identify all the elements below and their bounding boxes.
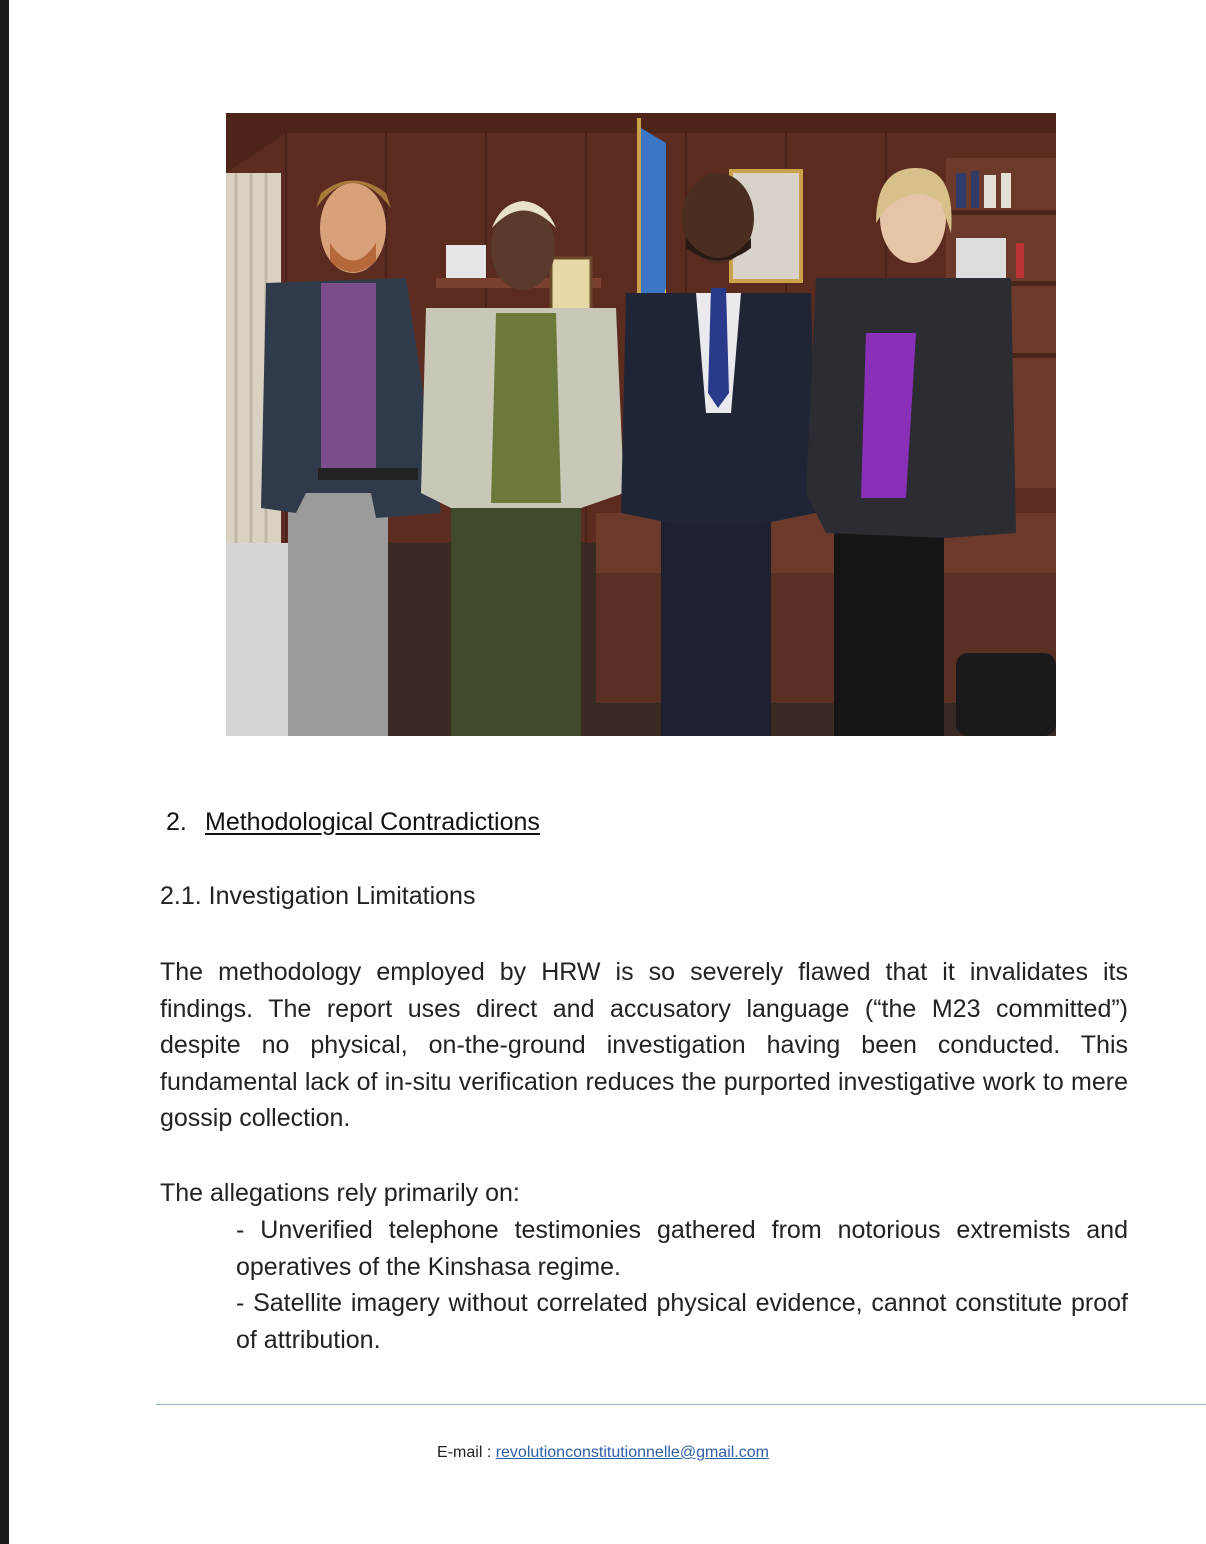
section-heading	[166, 808, 540, 837]
page-edge-bar	[0, 0, 9, 1544]
allegations-intro: The allegations rely primarily on:	[160, 1179, 520, 1207]
list-item: - Unverified telephone testimonies gathered from notorious extremists and operatives of the Kinshasa regime.	[236, 1216, 1128, 1281]
body-paragraph: The methodology employed by HRW is so severely flawed that it invalidates its findings. The report uses direct and accusatory language (“the M23 committed”) despite no physical, on-the-ground investigation having been conducted. This fundamental lack of in-situ verification reduces the purported investigative work to mere gossip collection.	[160, 958, 1128, 1133]
subsection-heading: 2.1. Investigation Limitations	[160, 882, 476, 910]
section-title: Methodological Contradictions	[205, 808, 540, 836]
footer-email-label: E-mail :	[437, 1444, 496, 1461]
allegations-list	[236, 1212, 1128, 1358]
section-number: 2.	[166, 808, 187, 836]
footer-email-link[interactable]: revolutionconstitutionnelle@gmail.com	[495, 1444, 769, 1461]
group-photo	[226, 113, 1056, 736]
footer-divider	[156, 1404, 1206, 1405]
footer	[0, 1444, 1206, 1462]
list-item: - Satellite imagery without correlated physical evidence, cannot constitute proof of attribution.	[236, 1289, 1128, 1354]
